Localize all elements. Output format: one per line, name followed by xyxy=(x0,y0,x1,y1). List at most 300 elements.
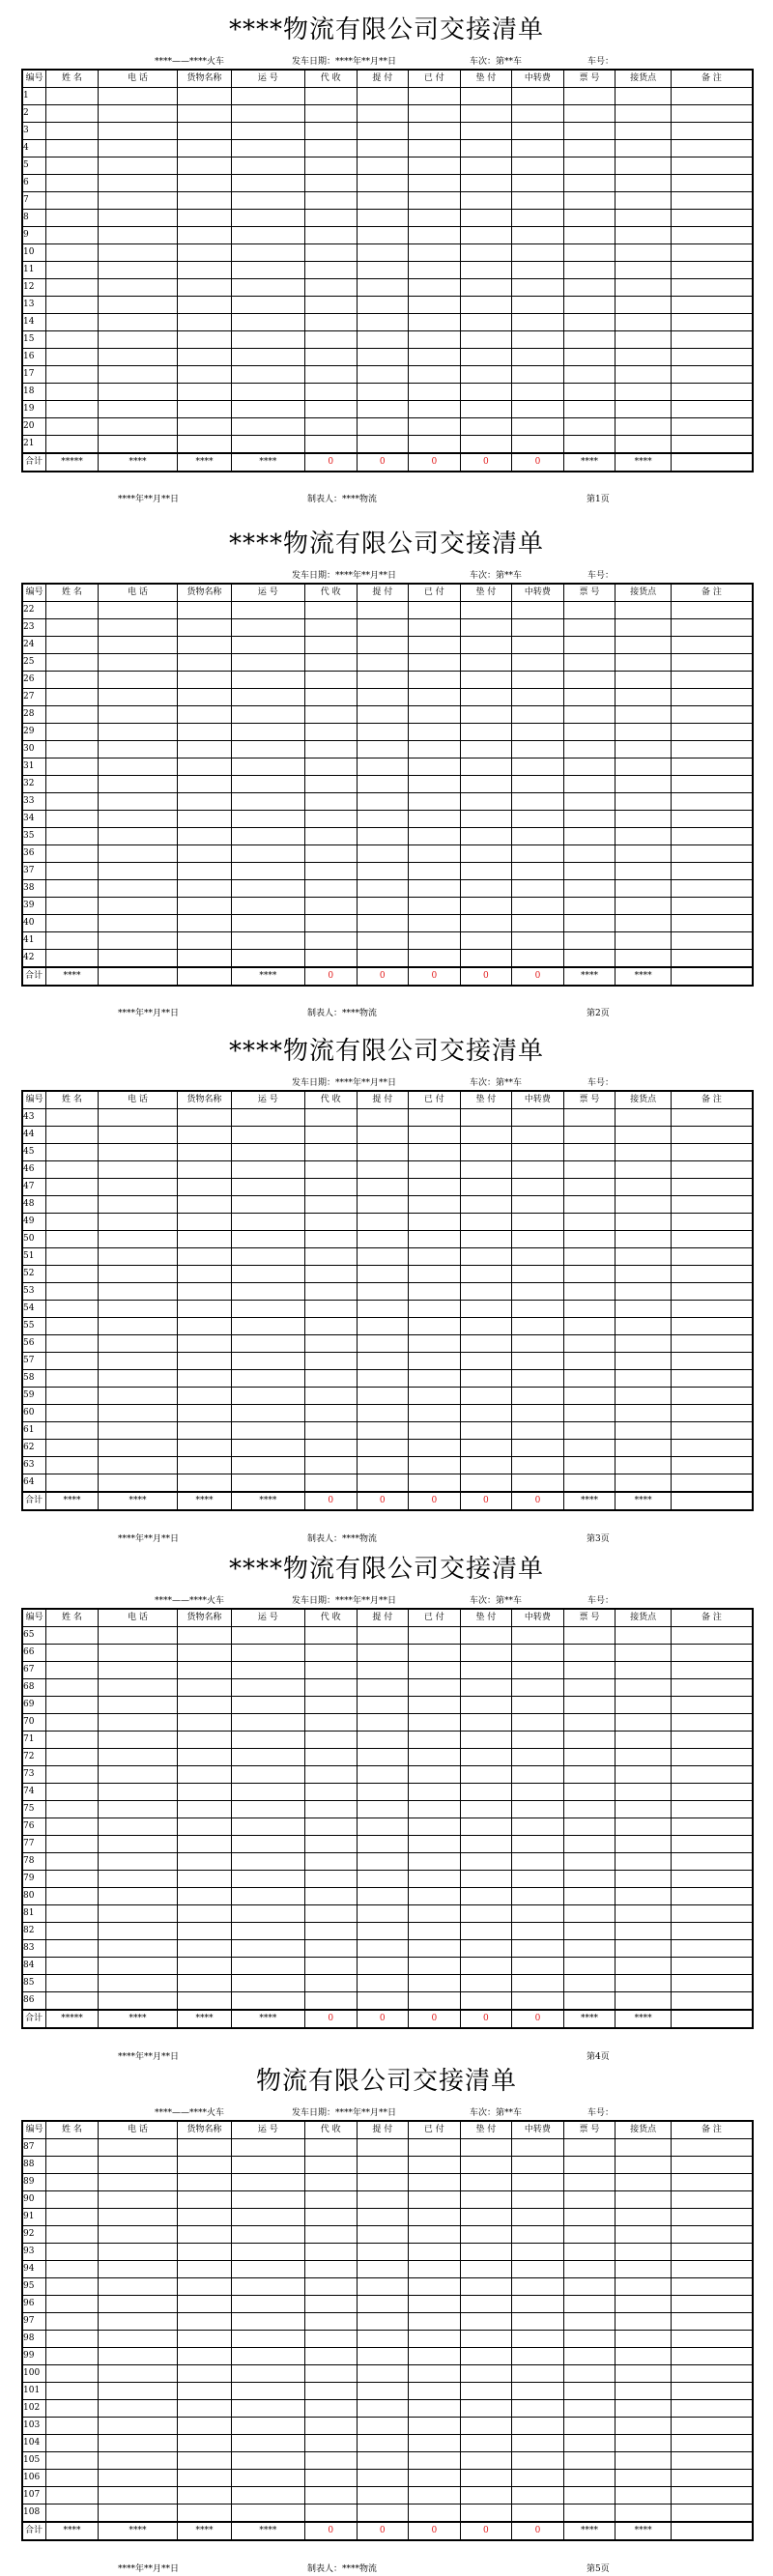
table-cell[interactable] xyxy=(98,1370,177,1388)
table-cell[interactable] xyxy=(304,88,357,105)
table-cell[interactable] xyxy=(304,2435,357,2452)
table-cell[interactable] xyxy=(409,192,461,210)
table-cell[interactable] xyxy=(357,1127,409,1144)
table-cell[interactable] xyxy=(409,1905,461,1923)
table-cell[interactable] xyxy=(46,1405,99,1422)
table-cell[interactable] xyxy=(512,2348,564,2365)
table-cell[interactable] xyxy=(512,1440,564,1457)
table-cell[interactable] xyxy=(357,1818,409,1836)
table-cell[interactable] xyxy=(357,689,409,706)
table-cell[interactable] xyxy=(231,1958,304,1975)
table-cell[interactable] xyxy=(46,2452,99,2470)
table-cell[interactable] xyxy=(231,2504,304,2523)
table-cell[interactable] xyxy=(616,1871,672,1888)
table-cell[interactable] xyxy=(231,1627,304,1645)
table-cell[interactable] xyxy=(512,2504,564,2523)
table-cell[interactable] xyxy=(563,262,616,279)
table-cell[interactable] xyxy=(409,1370,461,1388)
table-cell[interactable] xyxy=(460,1888,512,1905)
table-cell[interactable] xyxy=(512,1905,564,1923)
table-cell[interactable] xyxy=(231,1474,304,1493)
table-cell[interactable] xyxy=(616,2191,672,2209)
table-cell[interactable] xyxy=(231,1888,304,1905)
table-cell[interactable] xyxy=(231,244,304,262)
table-cell[interactable] xyxy=(563,1940,616,1958)
table-cell[interactable] xyxy=(512,1283,564,1301)
table-cell[interactable] xyxy=(98,175,177,192)
table-cell[interactable] xyxy=(304,1732,357,1749)
table-cell[interactable] xyxy=(98,1335,177,1353)
table-cell[interactable] xyxy=(46,297,99,314)
table-cell[interactable] xyxy=(512,1353,564,1370)
table-cell[interactable] xyxy=(616,1958,672,1975)
table-cell[interactable] xyxy=(409,1440,461,1457)
table-cell[interactable] xyxy=(178,1853,232,1871)
table-cell[interactable] xyxy=(178,2348,232,2365)
table-cell[interactable] xyxy=(460,366,512,384)
table-cell[interactable] xyxy=(357,845,409,863)
table-cell[interactable] xyxy=(671,741,753,758)
table-cell[interactable] xyxy=(512,1627,564,1645)
table-cell[interactable] xyxy=(46,672,99,689)
table-cell[interactable] xyxy=(512,1266,564,1283)
table-cell[interactable] xyxy=(460,2470,512,2487)
table-cell[interactable] xyxy=(460,210,512,227)
table-cell[interactable] xyxy=(616,1422,672,1440)
table-cell[interactable] xyxy=(671,2226,753,2244)
table-cell[interactable] xyxy=(409,898,461,915)
table-cell[interactable] xyxy=(178,1127,232,1144)
table-cell[interactable] xyxy=(460,192,512,210)
table-cell[interactable] xyxy=(231,2209,304,2226)
table-cell[interactable] xyxy=(231,2348,304,2365)
table-cell[interactable] xyxy=(616,2400,672,2418)
table-cell[interactable] xyxy=(460,619,512,637)
table-cell[interactable] xyxy=(231,1784,304,1801)
table-cell[interactable] xyxy=(409,227,461,244)
table-cell[interactable] xyxy=(304,349,357,366)
table-cell[interactable] xyxy=(616,2278,672,2296)
table-cell[interactable] xyxy=(409,1179,461,1196)
table-cell[interactable] xyxy=(512,349,564,366)
table-cell[interactable] xyxy=(178,1474,232,1493)
table-cell[interactable] xyxy=(460,2226,512,2244)
table-cell[interactable] xyxy=(460,2191,512,2209)
table-cell[interactable] xyxy=(460,157,512,175)
table-cell[interactable] xyxy=(409,1958,461,1975)
table-cell[interactable] xyxy=(231,1714,304,1732)
table-cell[interactable] xyxy=(671,1662,753,1679)
table-cell[interactable] xyxy=(178,2261,232,2278)
table-cell[interactable] xyxy=(671,2244,753,2261)
table-cell[interactable] xyxy=(357,2487,409,2504)
table-cell[interactable] xyxy=(563,2435,616,2452)
table-cell[interactable] xyxy=(460,2157,512,2174)
table-cell[interactable] xyxy=(512,932,564,950)
table-cell[interactable] xyxy=(671,2418,753,2435)
table-cell[interactable] xyxy=(46,2435,99,2452)
table-cell[interactable] xyxy=(671,157,753,175)
table-cell[interactable] xyxy=(563,244,616,262)
table-cell[interactable] xyxy=(460,1766,512,1784)
table-cell[interactable] xyxy=(357,2191,409,2209)
table-cell[interactable] xyxy=(357,1975,409,1992)
table-cell[interactable] xyxy=(563,758,616,776)
table-cell[interactable] xyxy=(357,2313,409,2331)
table-cell[interactable] xyxy=(512,105,564,123)
table-cell[interactable] xyxy=(409,1335,461,1353)
table-cell[interactable] xyxy=(98,845,177,863)
table-cell[interactable] xyxy=(304,1440,357,1457)
table-cell[interactable] xyxy=(304,2400,357,2418)
table-cell[interactable] xyxy=(357,1801,409,1818)
table-cell[interactable] xyxy=(98,1109,177,1127)
table-cell[interactable] xyxy=(671,1645,753,1662)
table-cell[interactable] xyxy=(304,1749,357,1766)
table-cell[interactable] xyxy=(671,2174,753,2191)
table-cell[interactable] xyxy=(231,776,304,793)
table-cell[interactable] xyxy=(409,1353,461,1370)
table-cell[interactable] xyxy=(512,741,564,758)
table-cell[interactable] xyxy=(46,2139,99,2157)
table-cell[interactable] xyxy=(671,1627,753,1645)
table-cell[interactable] xyxy=(231,1283,304,1301)
table-cell[interactable] xyxy=(304,1196,357,1214)
table-cell[interactable] xyxy=(98,192,177,210)
table-cell[interactable] xyxy=(409,1645,461,1662)
table-cell[interactable] xyxy=(512,2313,564,2331)
table-cell[interactable] xyxy=(98,1905,177,1923)
table-cell[interactable] xyxy=(178,418,232,436)
table-cell[interactable] xyxy=(671,1231,753,1248)
table-cell[interactable] xyxy=(460,1627,512,1645)
table-cell[interactable] xyxy=(46,1231,99,1248)
table-cell[interactable] xyxy=(671,1283,753,1301)
table-cell[interactable] xyxy=(409,619,461,637)
table-cell[interactable] xyxy=(46,1335,99,1353)
table-cell[interactable] xyxy=(409,2174,461,2191)
table-cell[interactable] xyxy=(409,672,461,689)
table-cell[interactable] xyxy=(671,331,753,349)
table-cell[interactable] xyxy=(563,314,616,331)
table-cell[interactable] xyxy=(616,1457,672,1474)
table-cell[interactable] xyxy=(357,1196,409,1214)
table-cell[interactable] xyxy=(178,2504,232,2523)
table-cell[interactable] xyxy=(46,1958,99,1975)
table-cell[interactable] xyxy=(98,932,177,950)
table-cell[interactable] xyxy=(671,349,753,366)
table-cell[interactable] xyxy=(357,1283,409,1301)
table-cell[interactable] xyxy=(46,227,99,244)
table-cell[interactable] xyxy=(178,1422,232,1440)
table-cell[interactable] xyxy=(671,2504,753,2523)
table-cell[interactable] xyxy=(563,2139,616,2157)
table-cell[interactable] xyxy=(671,828,753,845)
table-cell[interactable] xyxy=(460,1784,512,1801)
table-cell[interactable] xyxy=(357,1697,409,1714)
table-cell[interactable] xyxy=(409,314,461,331)
table-cell[interactable] xyxy=(563,2487,616,2504)
table-cell[interactable] xyxy=(231,637,304,654)
table-cell[interactable] xyxy=(460,314,512,331)
table-cell[interactable] xyxy=(304,672,357,689)
table-cell[interactable] xyxy=(563,1645,616,1662)
table-cell[interactable] xyxy=(563,706,616,724)
table-cell[interactable] xyxy=(616,1405,672,1422)
table-cell[interactable] xyxy=(46,1662,99,1679)
table-cell[interactable] xyxy=(409,2504,461,2523)
table-cell[interactable] xyxy=(460,2383,512,2400)
table-cell[interactable] xyxy=(671,384,753,401)
table-cell[interactable] xyxy=(178,1749,232,1766)
table-cell[interactable] xyxy=(231,297,304,314)
table-cell[interactable] xyxy=(98,1248,177,1266)
table-cell[interactable] xyxy=(460,418,512,436)
table-cell[interactable] xyxy=(409,637,461,654)
table-cell[interactable] xyxy=(460,2296,512,2313)
table-cell[interactable] xyxy=(460,436,512,454)
table-cell[interactable] xyxy=(512,2174,564,2191)
table-cell[interactable] xyxy=(357,2348,409,2365)
table-cell[interactable] xyxy=(46,88,99,105)
table-cell[interactable] xyxy=(512,1370,564,1388)
table-cell[interactable] xyxy=(616,2226,672,2244)
table-cell[interactable] xyxy=(460,811,512,828)
table-cell[interactable] xyxy=(304,1301,357,1318)
table-cell[interactable] xyxy=(409,2383,461,2400)
table-cell[interactable] xyxy=(563,1766,616,1784)
table-cell[interactable] xyxy=(98,1231,177,1248)
table-cell[interactable] xyxy=(512,1836,564,1853)
table-cell[interactable] xyxy=(616,2313,672,2331)
table-cell[interactable] xyxy=(563,1388,616,1405)
table-cell[interactable] xyxy=(460,1871,512,1888)
table-cell[interactable] xyxy=(98,366,177,384)
table-cell[interactable] xyxy=(231,210,304,227)
table-cell[interactable] xyxy=(178,2139,232,2157)
table-cell[interactable] xyxy=(98,297,177,314)
table-cell[interactable] xyxy=(304,1353,357,1370)
table-cell[interactable] xyxy=(460,2261,512,2278)
table-cell[interactable] xyxy=(304,845,357,863)
table-cell[interactable] xyxy=(616,401,672,418)
table-cell[interactable] xyxy=(231,2296,304,2313)
table-cell[interactable] xyxy=(304,279,357,297)
table-cell[interactable] xyxy=(409,384,461,401)
table-cell[interactable] xyxy=(563,1248,616,1266)
table-cell[interactable] xyxy=(231,2313,304,2331)
table-cell[interactable] xyxy=(231,1161,304,1179)
table-cell[interactable] xyxy=(178,1457,232,1474)
table-cell[interactable] xyxy=(98,384,177,401)
table-cell[interactable] xyxy=(46,1801,99,1818)
table-cell[interactable] xyxy=(98,793,177,811)
table-cell[interactable] xyxy=(616,1440,672,1457)
table-cell[interactable] xyxy=(671,2470,753,2487)
table-cell[interactable] xyxy=(357,2244,409,2261)
table-cell[interactable] xyxy=(46,1127,99,1144)
table-cell[interactable] xyxy=(178,2278,232,2296)
table-cell[interactable] xyxy=(46,1732,99,1749)
table-cell[interactable] xyxy=(46,811,99,828)
table-cell[interactable] xyxy=(178,1888,232,1905)
table-cell[interactable] xyxy=(616,2383,672,2400)
table-cell[interactable] xyxy=(563,2418,616,2435)
table-cell[interactable] xyxy=(460,1905,512,1923)
table-cell[interactable] xyxy=(409,418,461,436)
table-cell[interactable] xyxy=(357,1645,409,1662)
table-cell[interactable] xyxy=(671,244,753,262)
table-cell[interactable] xyxy=(671,932,753,950)
table-cell[interactable] xyxy=(409,244,461,262)
table-cell[interactable] xyxy=(616,349,672,366)
table-cell[interactable] xyxy=(409,1127,461,1144)
table-cell[interactable] xyxy=(616,828,672,845)
table-cell[interactable] xyxy=(178,105,232,123)
table-cell[interactable] xyxy=(460,706,512,724)
table-cell[interactable] xyxy=(178,1784,232,1801)
table-cell[interactable] xyxy=(671,1370,753,1388)
table-cell[interactable] xyxy=(46,2400,99,2418)
table-cell[interactable] xyxy=(563,2191,616,2209)
table-cell[interactable] xyxy=(512,863,564,880)
table-cell[interactable] xyxy=(563,1283,616,1301)
table-cell[interactable] xyxy=(563,1440,616,1457)
table-cell[interactable] xyxy=(46,2157,99,2174)
table-cell[interactable] xyxy=(616,863,672,880)
table-cell[interactable] xyxy=(178,2174,232,2191)
table-cell[interactable] xyxy=(409,2313,461,2331)
table-cell[interactable] xyxy=(231,1144,304,1161)
table-cell[interactable] xyxy=(98,828,177,845)
table-cell[interactable] xyxy=(671,672,753,689)
table-cell[interactable] xyxy=(563,2504,616,2523)
table-cell[interactable] xyxy=(460,262,512,279)
table-cell[interactable] xyxy=(46,1679,99,1697)
table-cell[interactable] xyxy=(98,1301,177,1318)
table-cell[interactable] xyxy=(460,915,512,932)
table-cell[interactable] xyxy=(512,915,564,932)
table-cell[interactable] xyxy=(616,1370,672,1388)
table-cell[interactable] xyxy=(616,898,672,915)
table-cell[interactable] xyxy=(304,157,357,175)
table-cell[interactable] xyxy=(671,2365,753,2383)
table-cell[interactable] xyxy=(98,1318,177,1335)
table-cell[interactable] xyxy=(616,2365,672,2383)
table-cell[interactable] xyxy=(304,1940,357,1958)
table-cell[interactable] xyxy=(671,175,753,192)
table-cell[interactable] xyxy=(512,157,564,175)
table-cell[interactable] xyxy=(46,637,99,654)
table-cell[interactable] xyxy=(512,1422,564,1440)
table-cell[interactable] xyxy=(616,654,672,672)
table-cell[interactable] xyxy=(178,1301,232,1318)
table-cell[interactable] xyxy=(460,672,512,689)
table-cell[interactable] xyxy=(563,845,616,863)
table-cell[interactable] xyxy=(357,1871,409,1888)
table-cell[interactable] xyxy=(98,1662,177,1679)
table-cell[interactable] xyxy=(671,2487,753,2504)
table-cell[interactable] xyxy=(178,2209,232,2226)
table-cell[interactable] xyxy=(460,2400,512,2418)
table-cell[interactable] xyxy=(46,1975,99,1992)
table-cell[interactable] xyxy=(563,2452,616,2470)
table-cell[interactable] xyxy=(460,1109,512,1127)
table-cell[interactable] xyxy=(409,1940,461,1958)
table-cell[interactable] xyxy=(231,384,304,401)
table-cell[interactable] xyxy=(563,1801,616,1818)
table-cell[interactable] xyxy=(304,1784,357,1801)
table-cell[interactable] xyxy=(409,1732,461,1749)
table-cell[interactable] xyxy=(409,1714,461,1732)
table-cell[interactable] xyxy=(231,436,304,454)
table-cell[interactable] xyxy=(357,1405,409,1422)
table-cell[interactable] xyxy=(409,436,461,454)
table-cell[interactable] xyxy=(616,1853,672,1871)
table-cell[interactable] xyxy=(46,1318,99,1335)
table-cell[interactable] xyxy=(46,619,99,637)
table-cell[interactable] xyxy=(563,2365,616,2383)
table-cell[interactable] xyxy=(563,724,616,741)
table-cell[interactable] xyxy=(616,1784,672,1801)
table-cell[interactable] xyxy=(460,1440,512,1457)
table-cell[interactable] xyxy=(231,619,304,637)
table-cell[interactable] xyxy=(304,654,357,672)
table-cell[interactable] xyxy=(512,2244,564,2261)
table-cell[interactable] xyxy=(616,672,672,689)
table-cell[interactable] xyxy=(460,689,512,706)
table-cell[interactable] xyxy=(304,1923,357,1940)
table-cell[interactable] xyxy=(563,2209,616,2226)
table-cell[interactable] xyxy=(98,331,177,349)
table-cell[interactable] xyxy=(409,1266,461,1283)
table-cell[interactable] xyxy=(46,828,99,845)
table-cell[interactable] xyxy=(512,88,564,105)
table-cell[interactable] xyxy=(512,314,564,331)
table-cell[interactable] xyxy=(231,2226,304,2244)
table-cell[interactable] xyxy=(409,1871,461,1888)
table-cell[interactable] xyxy=(512,950,564,968)
table-cell[interactable] xyxy=(98,1749,177,1766)
table-cell[interactable] xyxy=(563,2157,616,2174)
table-cell[interactable] xyxy=(616,811,672,828)
table-cell[interactable] xyxy=(46,689,99,706)
table-cell[interactable] xyxy=(616,637,672,654)
table-cell[interactable] xyxy=(563,2226,616,2244)
table-cell[interactable] xyxy=(178,2226,232,2244)
table-cell[interactable] xyxy=(357,2174,409,2191)
table-cell[interactable] xyxy=(98,1440,177,1457)
table-cell[interactable] xyxy=(231,2400,304,2418)
table-cell[interactable] xyxy=(512,1975,564,1992)
table-cell[interactable] xyxy=(671,2209,753,2226)
table-cell[interactable] xyxy=(616,2296,672,2313)
table-cell[interactable] xyxy=(231,915,304,932)
table-cell[interactable] xyxy=(409,1214,461,1231)
table-cell[interactable] xyxy=(178,123,232,140)
table-cell[interactable] xyxy=(304,898,357,915)
table-cell[interactable] xyxy=(616,227,672,244)
table-cell[interactable] xyxy=(357,2278,409,2296)
table-cell[interactable] xyxy=(563,741,616,758)
table-cell[interactable] xyxy=(563,602,616,619)
table-cell[interactable] xyxy=(460,244,512,262)
table-cell[interactable] xyxy=(357,1940,409,1958)
table-cell[interactable] xyxy=(46,2226,99,2244)
table-cell[interactable] xyxy=(616,602,672,619)
table-cell[interactable] xyxy=(409,1231,461,1248)
table-cell[interactable] xyxy=(460,1231,512,1248)
